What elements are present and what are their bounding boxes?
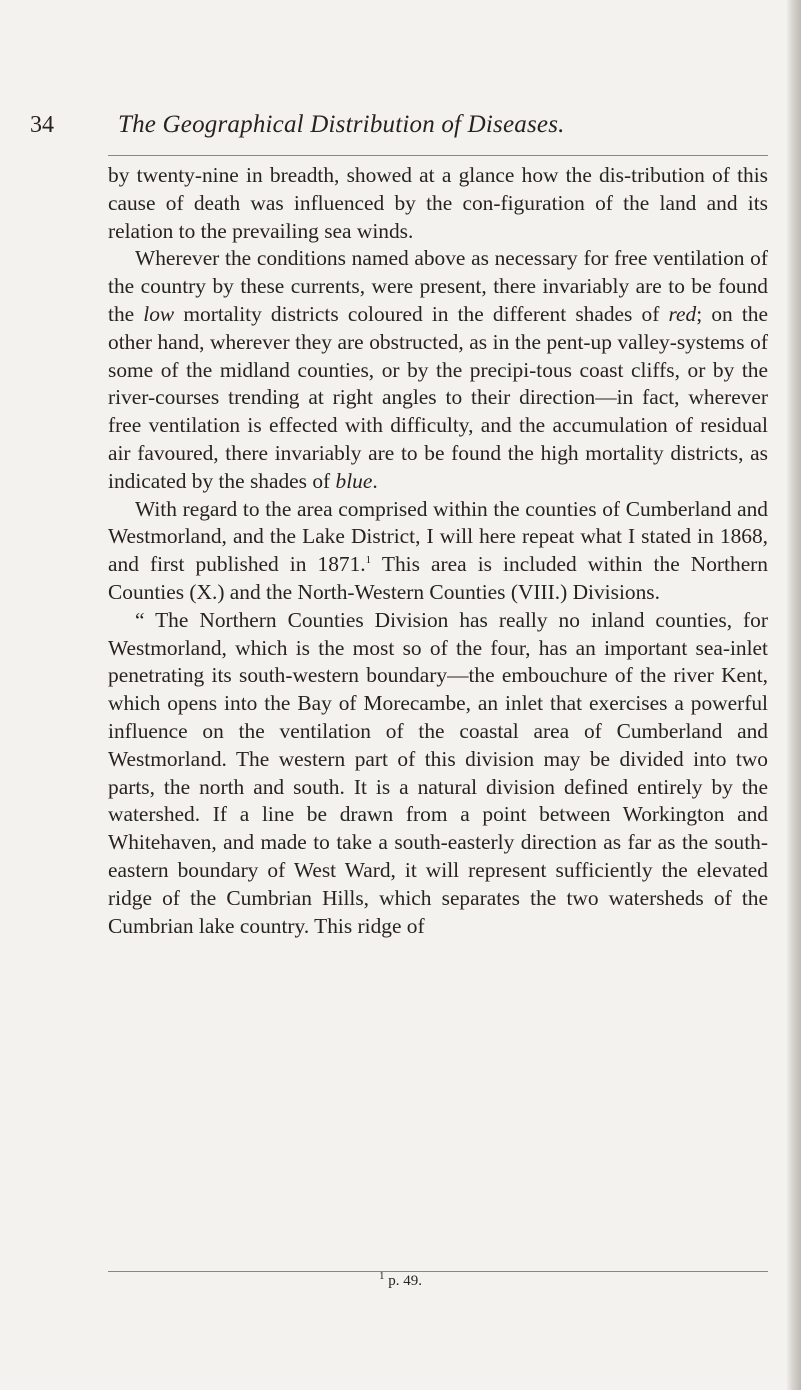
emphasis-low: low (143, 301, 175, 326)
footnote (0, 1272, 801, 1290)
page-header (30, 108, 770, 142)
text-run: With regard to the area comprised within the counties of Cumberland and Westmorland, and the Lake District, I will here repeat what I stated in 1868, and first published in 1871. (108, 496, 768, 577)
footnote-marker: 1 (379, 1270, 385, 1282)
header-rule (108, 155, 768, 156)
text-run: “ The Northern Counties Division has really no inland counties, for Westmorland, which is the most so of the four, has an important sea-inlet penetrating its south-western boundary—the embouchure of the river Kent, which opens into the Bay of Morecambe, an inlet that exercises a powerful influence on the ventilation of the coastal area of Cumberland and Westmorland. The western part of this division may be divided into two parts, the north and south. It is a natural division defined entirely by the watershed. If a line be drawn from a point between Workington and Whitehaven, and made to take a south-easterly direction as far as the south-eastern boundary of West Ward, it will represent sufficiently the elevated ridge of the Cumbrian Hills, which separates the two watersheds of the Cumbrian lake country. This ridge of (108, 607, 768, 938)
running-title: The Geographical Distribution of Diseases. (118, 111, 565, 138)
body-text (108, 162, 768, 940)
page-number: 34 (30, 112, 54, 138)
text-run: ; on the other hand, wherever they are obstructed, as in the pent-up valley-systems of some of the midland counties, or by the precipi-tous coast cliffs, or by the river-courses trending at right angles to their direction—in fact, wherever free ventilation is effected with difficulty, and the accumulation of residual air favoured, there invariably are to be found the high mortality districts, as indicated by the shades of (108, 301, 769, 493)
text-run: . (372, 468, 378, 493)
text-run: This area is included within the Northern Counties (X.) and the North-Western Counties (VIII.) Divisions. (108, 552, 769, 604)
emphasis-red: red (668, 301, 697, 326)
footnote-text: p. 49. (384, 1273, 422, 1289)
paragraph (108, 245, 768, 495)
text-run: by twenty-nine in breadth, showed at a glance how the dis-tribution of this cause of death was influenced by the con-figuration of the land and its relation to the prevailing sea winds. (108, 163, 768, 243)
paragraph (108, 607, 768, 941)
footnote-reference: 1 (365, 554, 372, 567)
text-run: Wherever the conditions named above as necessary for free ventilation of the country by these currents, were present, there invariably are to be found the (108, 246, 768, 326)
paragraph (108, 162, 768, 245)
page-edge-shadow (787, 0, 801, 1390)
paragraph (108, 496, 768, 607)
emphasis-blue: blue (335, 468, 373, 493)
text-run: mortality districts coloured in the different shades of (174, 301, 669, 326)
